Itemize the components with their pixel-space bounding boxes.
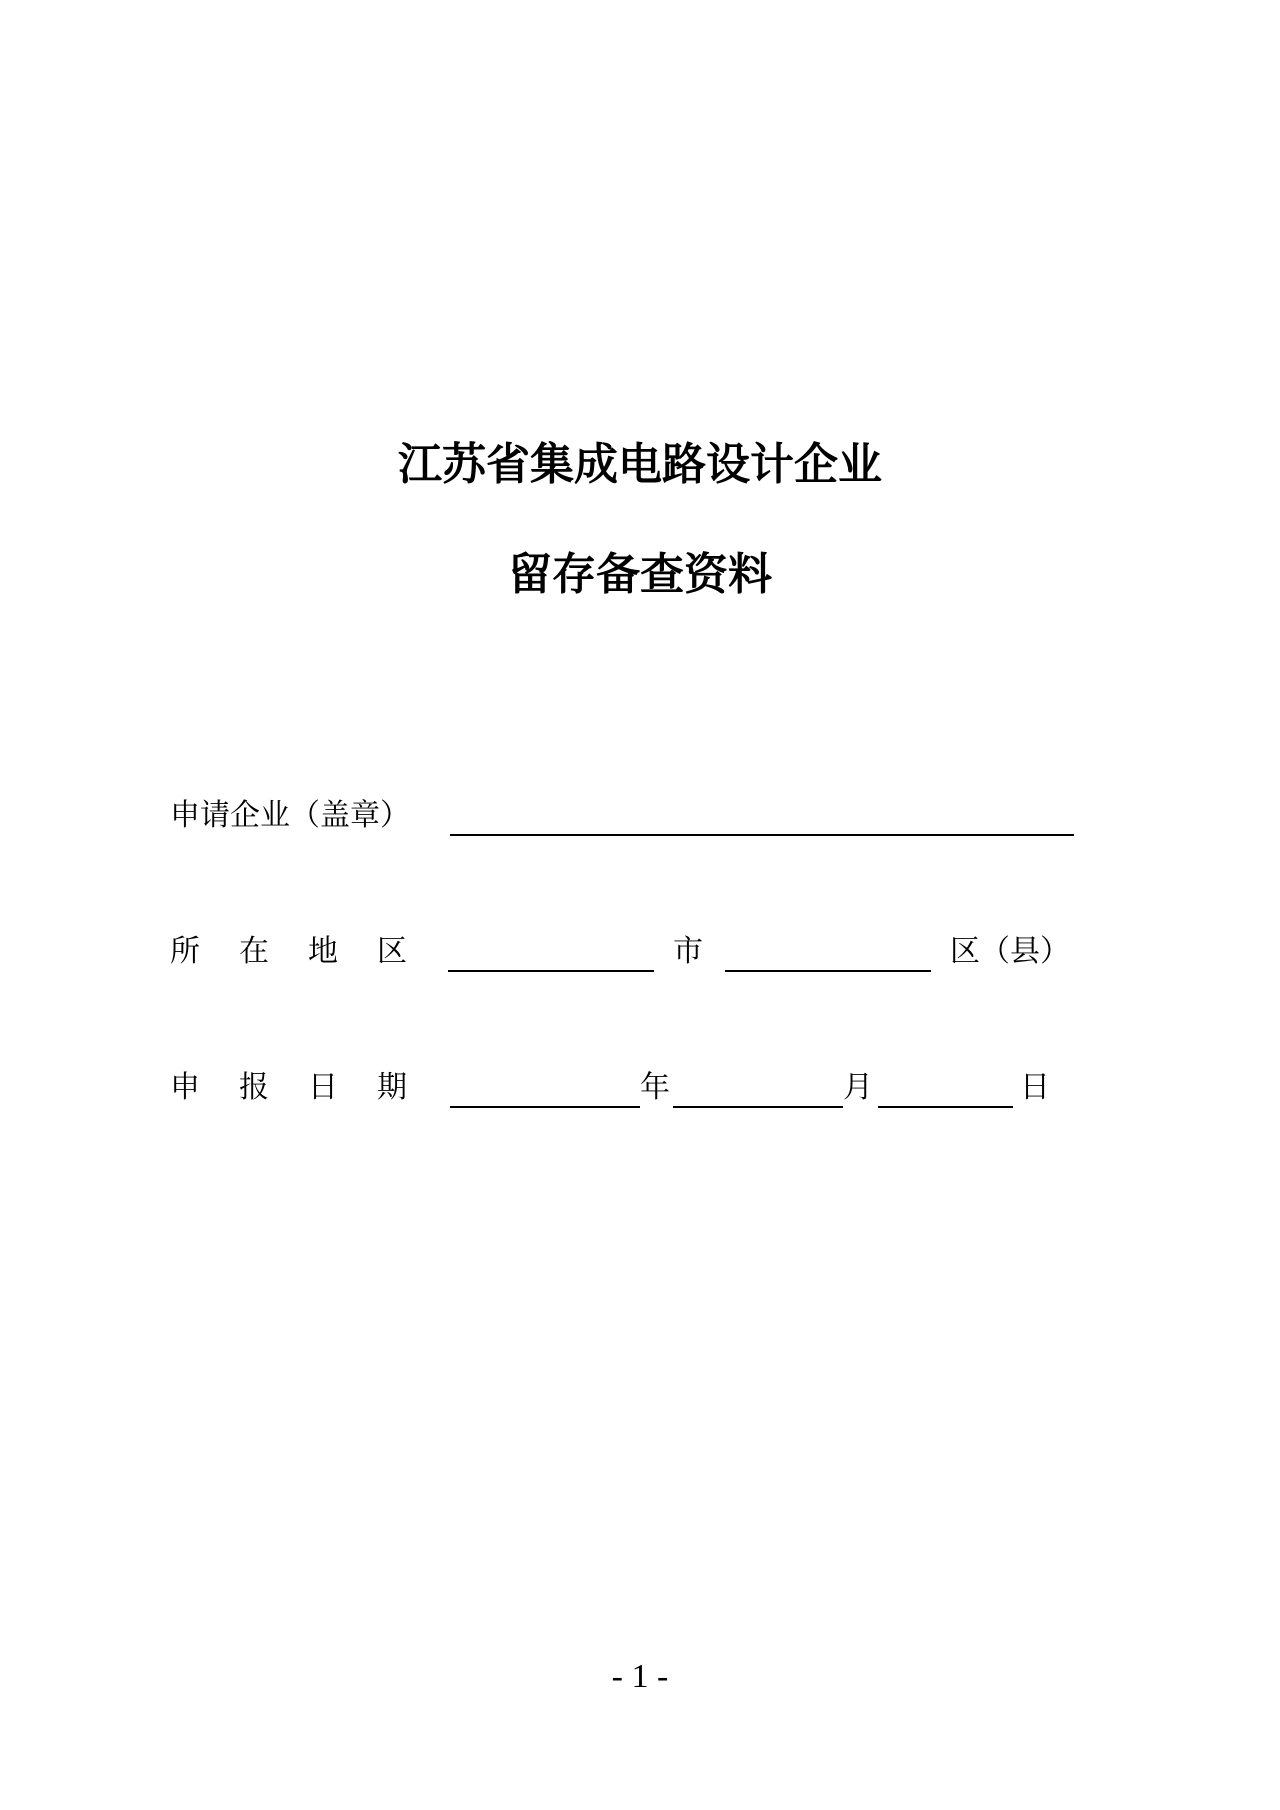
district-suffix: 区（县） [950, 934, 1070, 969]
applicant-input-line[interactable] [450, 834, 1074, 836]
date-label-char-1: 申 [170, 1070, 200, 1105]
day-label: 日 [1020, 1070, 1050, 1105]
page-number: - 1 - [611, 1658, 669, 1695]
district-input-line[interactable] [725, 970, 931, 972]
document-title: 江苏省集成电路设计企业 [398, 439, 882, 490]
location-row [170, 932, 1090, 972]
city-suffix: 市 [673, 934, 703, 969]
year-input-line[interactable] [450, 1106, 640, 1108]
month-input-line[interactable] [673, 1106, 843, 1108]
year-label: 年 [640, 1070, 670, 1105]
city-input-line[interactable] [448, 970, 654, 972]
applicant-row [170, 796, 1090, 836]
location-label-char-1: 所 [170, 934, 200, 969]
date-row [170, 1068, 1090, 1108]
day-input-line[interactable] [878, 1106, 1013, 1108]
location-label-char-3: 地 [308, 934, 338, 969]
location-label-char-2: 在 [239, 934, 269, 969]
location-label-char-4: 区 [377, 934, 407, 969]
date-label-char-2: 报 [239, 1070, 269, 1105]
date-label-char-4: 期 [377, 1070, 407, 1105]
month-label: 月 [843, 1070, 873, 1105]
applicant-label: 申请企业（盖章） [170, 798, 410, 833]
document-subtitle: 留存备查资料 [508, 549, 772, 600]
date-label-char-3: 日 [308, 1070, 338, 1105]
